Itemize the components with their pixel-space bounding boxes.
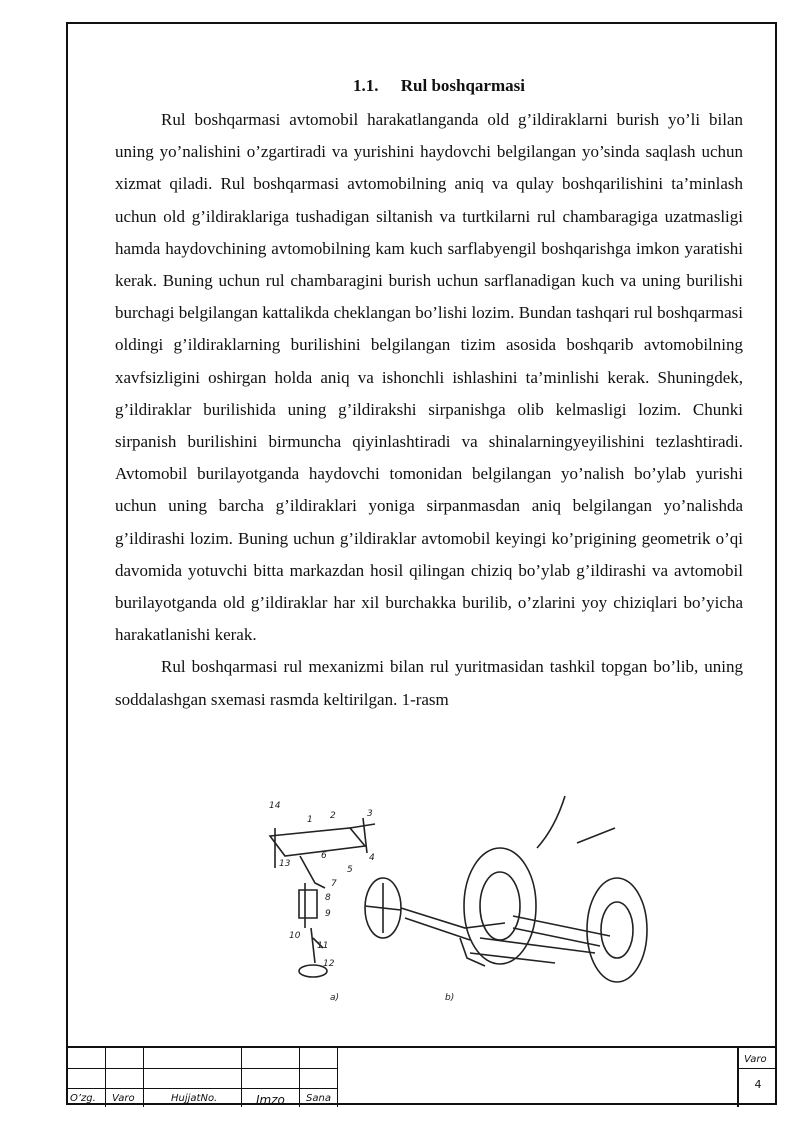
svg-text:9: 9 xyxy=(325,909,331,919)
svg-text:6: 6 xyxy=(321,851,327,861)
paragraph-1: Rul boshqarmasi avtomobil harakatlanganda old g’ildiraklarni burish yo’li bilan uning yo’nalishini o’zgartiradi va yurishini haydovchi belgilangan yo’sinda saqlash uchun xizmat qiladi. Rul boshqarmasi avtomobilning aniq va qulay boshqarilishini ta’minlash uchun old g’ildiraklariga tushadigan siltanish va turtkilarni rul chambaragiga uzatmasligi hamda haydovchining avtomobilning kam kuch sarflabyengil boshqarishga imkon yaratishi kerak. Buning uchun rul chambaragini burish uchun sarflanadigan kuch va uning burilishi burchagi belgilangan kattalikda cheklangan bo’lishi lozim. Bundan tashqari rul boshqarmasi oldingi g’ildiraklarning burilishini belgilangan tizim asosida boshqarib avtomobilning xavfsizligini oshirgan holda aniq va ishonchli ishlashini ta’minlishi kerak. Shuningdek, g’ildiraklar burilishida uning g’ildirakshi sirpanishga olib kelmasligi lozim. Chunki sirpanish burilishini birmuncha qiyinlashtiradi va shinalarningyeyilishini tezlashtiradi. Avtomobil burilayotganda haydovchi tomonidan belgilangan yo’nalish bo’ylab yurishi uchun uning barcha g’ildiraklari yoniga sirpanmasdan aniq belgilangan yo’nalishda g’ildirashi lozim. Buning uchun g’ildiraklar avtomobil keyingi ko’prigining geometrik o’qi davomida yotuvchi bitta markazdan hosil qilingan chiziq bo’ylab g’ildirashi va avtomobil burilayotganda old g’ildiraklar har xil burchakka burilib, o’zlarini yoy chiziqlari bo’yicha harakatlanishi kerak. xyxy=(115,110,743,645)
stamp-label-document: HujjatNo. xyxy=(171,1093,218,1104)
svg-text:3: 3 xyxy=(367,809,373,819)
figure-label-a: a) xyxy=(330,993,340,1003)
svg-text:11: 11 xyxy=(317,941,329,951)
section-number: 1.1. xyxy=(353,76,379,95)
stamp-label-date: Sana xyxy=(306,1093,331,1104)
steering-figure xyxy=(255,788,685,1008)
page-label: Varo xyxy=(744,1054,767,1065)
section-heading xyxy=(115,76,743,96)
svg-text:2: 2 xyxy=(330,811,336,821)
svg-text:10: 10 xyxy=(289,931,301,941)
svg-text:8: 8 xyxy=(325,893,331,903)
svg-text:1: 1 xyxy=(307,815,313,825)
stamp-label-change: O’zg. xyxy=(70,1093,96,1104)
section-title: Rul boshqarmasi xyxy=(400,76,525,95)
stamp-label-sheet: Varo xyxy=(112,1093,135,1104)
paragraph-2: Rul boshqarmasi rul mexanizmi bilan rul yuritmasidan tashkil topgan bo’lib, uning soddalashgan sxemasi rasmda keltirilgan. 1-rasm xyxy=(115,657,743,709)
figure-label-b: b) xyxy=(445,993,455,1003)
svg-text:14: 14 xyxy=(269,801,281,811)
svg-text:13: 13 xyxy=(279,859,291,869)
svg-text:7: 7 xyxy=(331,879,337,889)
page-number: 4 xyxy=(754,1078,762,1091)
svg-text:5: 5 xyxy=(347,865,353,875)
stamp-label-signature: Imzo xyxy=(256,1093,285,1107)
svg-text:4: 4 xyxy=(369,853,375,863)
page-number-box xyxy=(737,1048,777,1107)
document-body xyxy=(115,76,743,716)
title-block xyxy=(66,1046,777,1107)
steering-system-diagram-icon xyxy=(255,788,685,1008)
svg-text:12: 12 xyxy=(323,959,335,969)
